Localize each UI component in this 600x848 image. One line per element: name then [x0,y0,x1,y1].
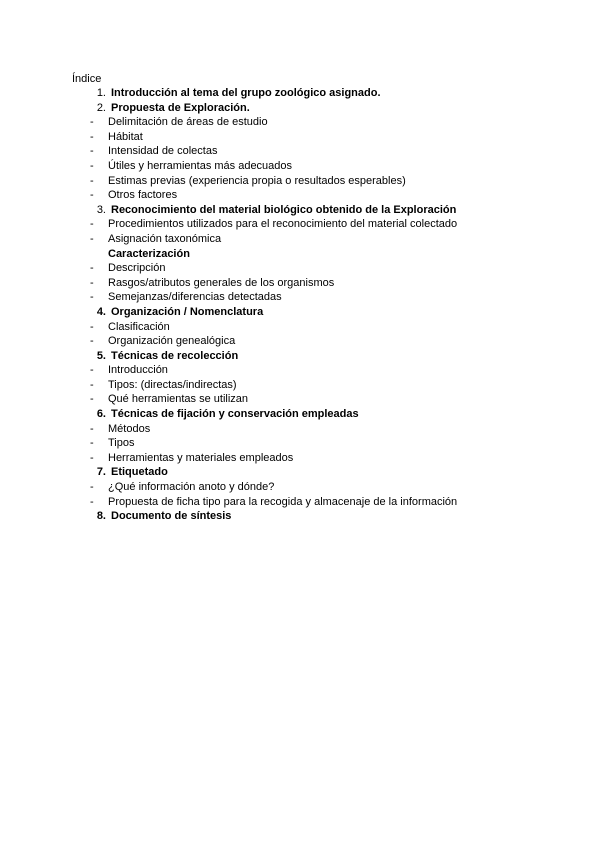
toc-subitem [72,159,572,174]
item-text: Delimitación de áreas de estudio [108,116,268,129]
item-text: Etiquetado [111,466,168,479]
item-text: Técnicas de fijación y conservación empleadas [111,408,359,421]
bullet-dash: - [90,451,94,464]
table-of-contents [72,86,572,524]
toc-subitem [72,174,572,189]
toc-subitem [72,290,572,305]
section-number: 3. [96,203,106,216]
item-text: Propuesta de Exploración. [111,101,250,114]
item-text: Tipos [108,437,135,450]
item-text: Organización genealógica [108,335,236,348]
bullet-dash: - [90,174,94,187]
section-number: 1. [96,87,106,99]
toc-section [72,509,572,524]
bullet-dash: - [90,495,94,508]
toc-subitem [72,130,572,145]
bullet-dash: - [90,481,94,494]
toc-subitem [72,451,572,466]
document-title: Índice [72,73,102,85]
item-text: Documento de síntesis [111,510,232,523]
section-number: 8. [96,510,106,523]
bullet-dash: - [90,276,94,289]
item-text: Útiles y herramientas más adecuados [108,159,293,172]
bullet-dash: - [90,218,94,231]
toc-subitem [72,276,572,291]
item-text: Caracterización [108,247,190,260]
toc-subitem [72,422,572,437]
toc-subitem [72,261,572,276]
toc-subitem [72,392,572,407]
toc-subitem [72,363,572,378]
toc-section [72,101,572,116]
section-number: 2. [96,101,106,114]
toc-subitem [72,188,572,203]
item-text: Tipos: (directas/indirectas) [108,378,237,391]
item-text: Técnicas de recolección [111,349,239,362]
bullet-dash: - [90,130,94,143]
toc-subitem [72,217,572,232]
item-text: Descripción [108,262,166,275]
bullet-dash: - [90,364,94,377]
item-text: Estimas previas (experiencia propia o resultados esperables) [108,174,406,187]
item-text: Herramientas y materiales empleados [108,451,294,464]
bullet-dash: - [90,393,94,406]
toc-section [72,203,572,218]
item-text: Semejanzas/diferencias detectadas [108,291,282,304]
item-text: Intensidad de colectas [108,145,218,158]
bullet-dash: - [90,189,94,202]
item-text: Métodos [108,422,151,435]
toc-subitem [72,232,572,247]
item-text: Organización / Nomenclatura [111,305,264,318]
item-text: Introducción [108,364,168,377]
item-text: ¿Qué información anoto y dónde? [108,481,275,494]
item-text: Propuesta de ficha tipo para la recogida y almacenaje de la información [108,495,458,508]
toc-subitem [72,378,572,393]
toc-subitem [72,480,572,495]
item-text: Procedimientos utilizados para el reconocimiento del material colectado [108,218,458,231]
section-number: 6. [96,408,106,421]
item-text: Asignación taxonómica [108,232,222,245]
item-text: Qué herramientas se utilizan [108,393,249,406]
toc-subitem [72,334,572,349]
item-text: Hábitat [108,130,143,143]
item-text: Reconocimiento del material biológico obtenido de la Exploración [111,203,457,216]
item-text: Rasgos/atributos generales de los organismos [108,276,335,289]
item-text: Clasificación [108,320,170,333]
toc-section [72,305,572,320]
toc-section [72,465,572,480]
toc-section [72,349,572,364]
toc-subitem [72,495,572,510]
bullet-dash: - [90,159,94,172]
bullet-dash: - [90,437,94,450]
bullet-dash: - [90,378,94,391]
bullet-dash: - [90,335,94,348]
bullet-dash: - [90,145,94,158]
item-text: Otros factores [108,189,178,202]
toc-subitem [72,320,572,335]
bullet-dash: - [90,422,94,435]
bullet-dash: - [90,320,94,333]
section-number: 4. [96,305,106,318]
bullet-dash: - [90,262,94,275]
toc-section [72,86,572,101]
section-number: 7. [96,466,106,479]
toc-subitem [72,144,572,159]
toc-subitem [72,436,572,451]
toc-subitem [72,115,572,130]
toc-section [72,407,572,422]
toc-heading [72,247,572,262]
bullet-dash: - [90,291,94,304]
bullet-dash: - [90,232,94,245]
bullet-dash: - [90,116,94,129]
item-text: Introducción al tema del grupo zoológico asignado. [111,87,381,99]
section-number: 5. [96,349,106,362]
